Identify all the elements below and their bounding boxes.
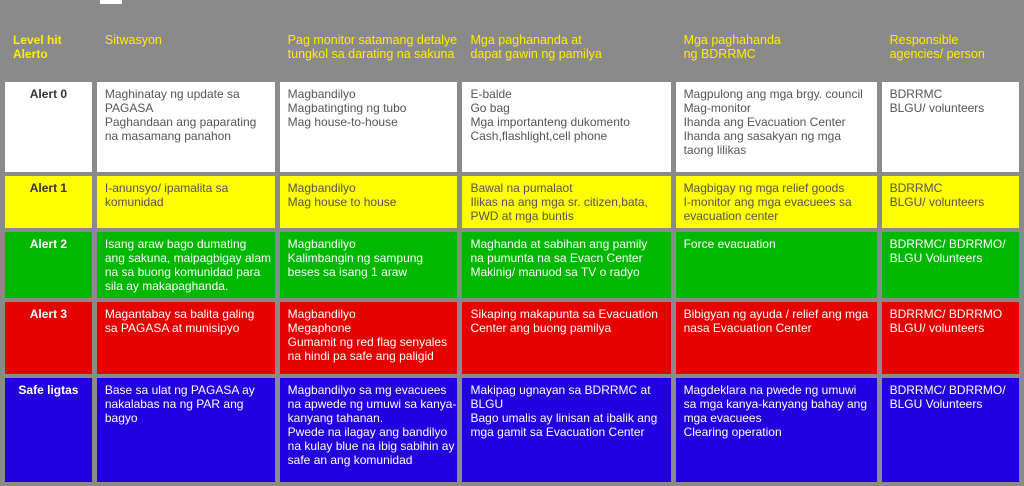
text-line: bagyo xyxy=(104,411,138,425)
level-cell: Safe ligtas xyxy=(5,378,92,482)
text-line: Base sa ulat ng PAGASA ay xyxy=(104,383,255,397)
level-cell: Alert 2 xyxy=(5,232,92,298)
level-cell: Alert 0 xyxy=(5,82,92,172)
text-line: Makinig/ manuod sa TV o radyo xyxy=(470,265,640,279)
text-line: Maghanda at sabihan ang pamily xyxy=(470,237,648,251)
responsible-cell xyxy=(882,378,1019,482)
text-line: dapat gawin ng pamilya xyxy=(470,47,602,61)
text-line: Mga importanteng dukomento xyxy=(470,115,630,129)
text-line: Makipag ugnayan sa BDRRMC at xyxy=(470,383,651,397)
text-line: Mag house-to-house xyxy=(287,115,398,129)
text-line: sa mga kanya-kanyang bahay ang xyxy=(683,397,868,411)
row-alert-0 xyxy=(5,82,1019,172)
text-line: na pumunta na sa Evacn Center xyxy=(470,251,643,265)
text-line: kanyang tahanan. xyxy=(287,411,384,425)
text-line: nasa Evacuation Center xyxy=(683,321,812,335)
text-line: Ilikas na ang mga sr. citizen,bata, xyxy=(470,195,648,209)
text-line: Magbigay ng mga relief goods xyxy=(683,181,845,195)
header-family-preparation xyxy=(462,24,670,78)
text-line: Ihanda ang sasakyan ng mga xyxy=(683,129,842,143)
bdrrmc-cell xyxy=(676,176,877,228)
text-line: nakalabas na ng PAR ang xyxy=(104,397,244,411)
text-line: ang sakuna, maipagbigay alam xyxy=(104,251,271,265)
text-line: evacuation center xyxy=(683,209,779,223)
text-line: Alerto xyxy=(13,47,48,61)
text-line: Isang araw bago dumating xyxy=(104,237,247,251)
text-line: Magbandilyo xyxy=(287,87,356,101)
responsible-cell xyxy=(882,176,1019,228)
text-line: BDRRMC/ BDRRMO/ xyxy=(889,383,1006,397)
text-line: Force evacuation xyxy=(683,237,776,251)
header-bdrrmc-preparation xyxy=(676,24,877,78)
header-level xyxy=(5,24,92,78)
text-line: Pwede na ilagay ang bandilyo xyxy=(287,425,448,439)
text-line: Bibigyan ng ayuda / relief ang mga xyxy=(683,307,869,321)
text-line: taong lilikas xyxy=(683,143,747,157)
text-line: Cash,flashlight,cell phone xyxy=(470,129,608,143)
cropped-title-fragment xyxy=(100,0,122,4)
text-line: komunidad xyxy=(104,195,164,209)
text-line: BDRRMC xyxy=(889,181,943,195)
text-line: BLGU Volunteers xyxy=(889,251,983,265)
text-line: Responsible xyxy=(889,33,959,47)
text-line: Mga paghananda at xyxy=(470,33,582,47)
text-line: E-balde xyxy=(470,87,512,101)
text-line: Magbandilyo sa mg evacuees xyxy=(287,383,447,397)
text-line: Magbandilyo xyxy=(287,307,356,321)
alert-level-table xyxy=(0,20,1024,486)
text-line: Level hit xyxy=(13,33,62,47)
text-line: na sa buong komunidad para xyxy=(104,265,261,279)
monitoring-cell xyxy=(280,232,458,298)
situation-cell xyxy=(97,378,275,482)
text-line: Mag house to house xyxy=(287,195,397,209)
responsible-cell xyxy=(882,232,1019,298)
text-line: beses sa isang 1 araw xyxy=(287,265,408,279)
text-line: PAGASA xyxy=(104,101,154,115)
text-line: mga evacuees xyxy=(683,411,762,425)
responsible-cell xyxy=(882,302,1019,374)
text-line: Pag monitor satamang detalye xyxy=(287,33,458,47)
text-line: agencies/ person xyxy=(889,47,985,61)
text-line: BLGU/ volunteers xyxy=(889,321,985,335)
family-cell xyxy=(462,232,670,298)
text-line: Go bag xyxy=(470,101,510,115)
situation-cell xyxy=(97,82,275,172)
monitoring-cell xyxy=(280,302,458,374)
level-cell: Alert 3 xyxy=(5,302,92,374)
text-line: BDRRMC/ BDRRMO/ xyxy=(889,237,1006,251)
bdrrmc-cell xyxy=(676,232,877,298)
text-line: PWD at mga buntis xyxy=(470,209,574,223)
row-alert-3 xyxy=(5,302,1019,374)
text-line: Bago umalis ay linisan at ibalik ang xyxy=(470,411,658,425)
text-line: BDRRMC xyxy=(889,87,943,101)
family-cell xyxy=(462,302,670,374)
situation-cell xyxy=(97,232,275,298)
row-alert-2 xyxy=(5,232,1019,298)
row-safe-ligtas xyxy=(5,378,1019,482)
situation-cell xyxy=(97,176,275,228)
text-line: Sikaping makapunta sa Evacuation xyxy=(470,307,658,321)
text-line: Sitwasyon xyxy=(104,33,162,47)
header-row xyxy=(5,24,1019,78)
level-cell: Alert 1 xyxy=(5,176,92,228)
text-line: Center ang buong pamilya xyxy=(470,321,612,335)
text-line: Mag-monitor xyxy=(683,101,751,115)
situation-cell xyxy=(97,302,275,374)
text-line: BLGU xyxy=(470,397,504,411)
text-line: Magbandilyo xyxy=(287,237,356,251)
text-line: Ihanda ang Evacuation Center xyxy=(683,115,846,129)
text-line: Paghandaan ang paparating xyxy=(104,115,257,129)
text-line: mga gamit sa Evacuation Center xyxy=(470,425,645,439)
monitoring-cell xyxy=(280,378,458,482)
text-line: sa PAGASA at munisipyo xyxy=(104,321,240,335)
text-line: I-anunsyo/ ipamalita sa xyxy=(104,181,229,195)
text-line: ng BDRRMC xyxy=(683,47,756,61)
text-line: na kulay blue na ibig sabihin ay xyxy=(287,439,455,453)
text-line: Maghinatay ng update sa xyxy=(104,87,240,101)
family-cell xyxy=(462,176,670,228)
text-line: Magbatingting ng tubo xyxy=(287,101,407,115)
text-line: sila ay makapaghanda. xyxy=(104,279,229,293)
text-line: Magantabay sa balita galing xyxy=(104,307,255,321)
text-line: Megaphone xyxy=(287,321,352,335)
responsible-cell xyxy=(882,82,1019,172)
text-line: BLGU/ volunteers xyxy=(889,101,985,115)
text-line: Bawal na pumalaot xyxy=(470,181,573,195)
text-line: na masamang panahon xyxy=(104,129,231,143)
text-line: BLGU/ volunteers xyxy=(889,195,985,209)
text-line: Magpulong ang mga brgy. council xyxy=(683,87,863,101)
text-line: safe an ang komunidad xyxy=(287,453,413,467)
text-line: tungkol sa darating na sakuna xyxy=(287,47,455,61)
text-line: Clearing operation xyxy=(683,425,782,439)
header-responsible xyxy=(882,24,1019,78)
text-line: na apwede ng umuwi sa kanya- xyxy=(287,397,457,411)
bdrrmc-cell xyxy=(676,302,877,374)
text-line: I-monitor ang mga evacuees sa xyxy=(683,195,852,209)
text-line: Magbandilyo xyxy=(287,181,356,195)
text-line: na hindi pa safe ang paligid xyxy=(287,349,434,363)
bdrrmc-cell xyxy=(676,378,877,482)
text-line: Gumamit ng red flag senyales xyxy=(287,335,448,349)
header-monitoring xyxy=(280,24,458,78)
text-line: BDRRMC/ BDRRMO xyxy=(889,307,1003,321)
bdrrmc-cell xyxy=(676,82,877,172)
family-cell xyxy=(462,82,670,172)
monitoring-cell xyxy=(280,82,458,172)
text-line: Magdeklara na pwede ng umuwi xyxy=(683,383,857,397)
row-alert-1 xyxy=(5,176,1019,228)
family-cell xyxy=(462,378,670,482)
header-situation xyxy=(97,24,275,78)
text-line: BLGU Volunteers xyxy=(889,397,983,411)
text-line: Kalimbangin ng sampung xyxy=(287,251,424,265)
text-line: Mga paghahanda xyxy=(683,33,781,47)
top-strip xyxy=(0,0,1024,18)
monitoring-cell xyxy=(280,176,458,228)
